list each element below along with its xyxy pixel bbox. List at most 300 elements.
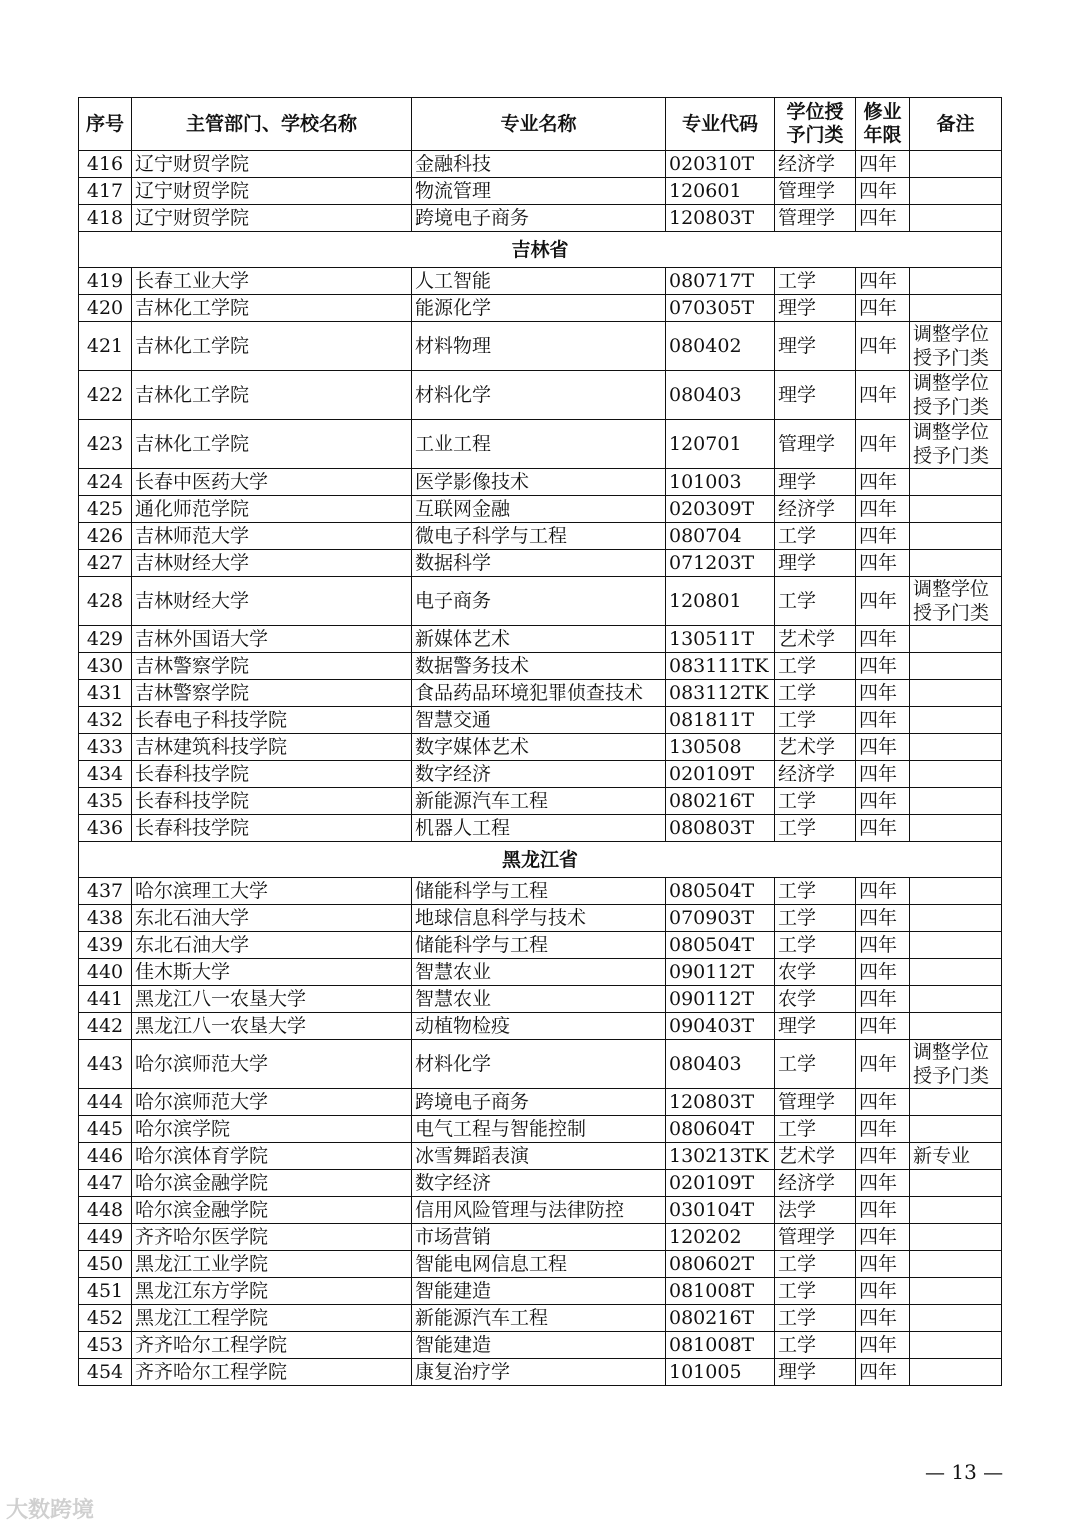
cell-major: 跨境电子商务 [412, 205, 666, 232]
cell-years: 四年 [856, 626, 910, 653]
cell-code: 070305T [666, 295, 775, 322]
cell-major: 微电子科学与工程 [412, 523, 666, 550]
cell-major: 储能科学与工程 [412, 878, 666, 905]
cell-school: 东北石油大学 [132, 932, 412, 959]
cell-seq: 429 [79, 626, 132, 653]
cell-note [910, 986, 1002, 1013]
cell-school: 哈尔滨体育学院 [132, 1143, 412, 1170]
cell-note [910, 1013, 1002, 1040]
header-note: 备注 [910, 98, 1002, 151]
table-row [79, 680, 1002, 707]
table-row [79, 205, 1002, 232]
cell-note [910, 496, 1002, 523]
cell-category: 工学 [775, 1040, 856, 1089]
cell-school: 黑龙江八一农垦大学 [132, 986, 412, 1013]
cell-category: 艺术学 [775, 734, 856, 761]
cell-seq: 417 [79, 178, 132, 205]
cell-school: 吉林化工学院 [132, 420, 412, 469]
cell-category: 经济学 [775, 151, 856, 178]
cell-category: 管理学 [775, 178, 856, 205]
cell-years: 四年 [856, 1359, 910, 1386]
cell-note [910, 734, 1002, 761]
cell-years: 四年 [856, 1116, 910, 1143]
cell-code: 080803T [666, 815, 775, 842]
cell-code: 080704 [666, 523, 775, 550]
cell-category: 理学 [775, 550, 856, 577]
cell-seq: 432 [79, 707, 132, 734]
cell-note [910, 707, 1002, 734]
table-row [79, 523, 1002, 550]
cell-school: 长春工业大学 [132, 268, 412, 295]
cell-years: 四年 [856, 295, 910, 322]
cell-category: 管理学 [775, 1224, 856, 1251]
table-row [79, 550, 1002, 577]
cell-code: 130511T [666, 626, 775, 653]
table-row [79, 878, 1002, 905]
table-row [79, 1116, 1002, 1143]
cell-seq: 418 [79, 205, 132, 232]
cell-school: 长春科技学院 [132, 761, 412, 788]
cell-note: 调整学位授予门类 [910, 371, 1002, 420]
cell-major: 智慧农业 [412, 959, 666, 986]
cell-category: 工学 [775, 707, 856, 734]
cell-major: 互联网金融 [412, 496, 666, 523]
header-major: 专业名称 [412, 98, 666, 151]
cell-school: 吉林财经大学 [132, 550, 412, 577]
cell-years: 四年 [856, 734, 910, 761]
cell-years: 四年 [856, 1089, 910, 1116]
cell-seq: 437 [79, 878, 132, 905]
cell-major: 数据科学 [412, 550, 666, 577]
cell-years: 四年 [856, 761, 910, 788]
cell-school: 哈尔滨师范大学 [132, 1089, 412, 1116]
cell-note: 调整学位授予门类 [910, 1040, 1002, 1089]
cell-code: 101005 [666, 1359, 775, 1386]
table-row [79, 734, 1002, 761]
cell-seq: 451 [79, 1278, 132, 1305]
cell-years: 四年 [856, 496, 910, 523]
table-row [79, 1278, 1002, 1305]
cell-major: 智能建造 [412, 1278, 666, 1305]
cell-school: 吉林师范大学 [132, 523, 412, 550]
cell-years: 四年 [856, 1197, 910, 1224]
cell-note [910, 550, 1002, 577]
cell-category: 工学 [775, 268, 856, 295]
cell-school: 长春科技学院 [132, 815, 412, 842]
cell-note [910, 1170, 1002, 1197]
cell-major: 新媒体艺术 [412, 626, 666, 653]
province-name: 吉林省 [79, 232, 1002, 268]
cell-years: 四年 [856, 1224, 910, 1251]
cell-major: 材料物理 [412, 322, 666, 371]
header-code: 专业代码 [666, 98, 775, 151]
cell-years: 四年 [856, 878, 910, 905]
cell-note [910, 959, 1002, 986]
cell-school: 哈尔滨金融学院 [132, 1197, 412, 1224]
watermark: 大数跨境 [6, 1498, 95, 1523]
cell-code: 080717T [666, 268, 775, 295]
table-row [79, 1170, 1002, 1197]
cell-code: 080216T [666, 1305, 775, 1332]
table-row [79, 653, 1002, 680]
cell-code: 070903T [666, 905, 775, 932]
cell-category: 管理学 [775, 1089, 856, 1116]
province-header-row [79, 232, 1002, 268]
cell-note [910, 1197, 1002, 1224]
cell-code: 080403 [666, 371, 775, 420]
cell-school: 吉林化工学院 [132, 371, 412, 420]
cell-seq: 435 [79, 788, 132, 815]
cell-code: 120202 [666, 1224, 775, 1251]
cell-major: 智能电网信息工程 [412, 1251, 666, 1278]
cell-category: 工学 [775, 878, 856, 905]
cell-major: 电气工程与智能控制 [412, 1116, 666, 1143]
cell-category: 工学 [775, 1116, 856, 1143]
cell-school: 通化师范学院 [132, 496, 412, 523]
cell-note [910, 626, 1002, 653]
table-row [79, 707, 1002, 734]
cell-major: 智慧农业 [412, 986, 666, 1013]
cell-code: 081008T [666, 1278, 775, 1305]
cell-category: 理学 [775, 1013, 856, 1040]
table-row [79, 788, 1002, 815]
header-seq: 序号 [79, 98, 132, 151]
cell-major: 工业工程 [412, 420, 666, 469]
table-row [79, 815, 1002, 842]
table-row [79, 1143, 1002, 1170]
table-row [79, 322, 1002, 371]
cell-years: 四年 [856, 1278, 910, 1305]
cell-code: 090112T [666, 959, 775, 986]
header-school: 主管部门、学校名称 [132, 98, 412, 151]
cell-code: 080602T [666, 1251, 775, 1278]
cell-seq: 421 [79, 322, 132, 371]
cell-category: 工学 [775, 577, 856, 626]
cell-category: 工学 [775, 905, 856, 932]
cell-major: 新能源汽车工程 [412, 788, 666, 815]
cell-category: 经济学 [775, 761, 856, 788]
cell-years: 四年 [856, 815, 910, 842]
cell-years: 四年 [856, 523, 910, 550]
cell-code: 083111TK [666, 653, 775, 680]
cell-seq: 439 [79, 932, 132, 959]
cell-seq: 450 [79, 1251, 132, 1278]
cell-seq: 442 [79, 1013, 132, 1040]
cell-category: 经济学 [775, 496, 856, 523]
cell-major: 医学影像技术 [412, 469, 666, 496]
cell-seq: 447 [79, 1170, 132, 1197]
cell-note [910, 1251, 1002, 1278]
cell-major: 市场营销 [412, 1224, 666, 1251]
cell-category: 管理学 [775, 205, 856, 232]
cell-code: 081811T [666, 707, 775, 734]
cell-category: 理学 [775, 1359, 856, 1386]
cell-school: 吉林警察学院 [132, 680, 412, 707]
cell-category: 工学 [775, 680, 856, 707]
cell-major: 地球信息科学与技术 [412, 905, 666, 932]
cell-code: 080504T [666, 932, 775, 959]
cell-note: 调整学位授予门类 [910, 577, 1002, 626]
table-row [79, 986, 1002, 1013]
cell-school: 齐齐哈尔工程学院 [132, 1332, 412, 1359]
cell-major: 数据警务技术 [412, 653, 666, 680]
table-row [79, 905, 1002, 932]
cell-note [910, 1359, 1002, 1386]
cell-note [910, 1089, 1002, 1116]
cell-code: 071203T [666, 550, 775, 577]
cell-major: 人工智能 [412, 268, 666, 295]
cell-seq: 428 [79, 577, 132, 626]
cell-major: 物流管理 [412, 178, 666, 205]
cell-school: 吉林警察学院 [132, 653, 412, 680]
cell-note [910, 653, 1002, 680]
cell-years: 四年 [856, 1170, 910, 1197]
cell-code: 083112TK [666, 680, 775, 707]
cell-school: 辽宁财贸学院 [132, 178, 412, 205]
cell-seq: 416 [79, 151, 132, 178]
cell-years: 四年 [856, 653, 910, 680]
cell-major: 数字经济 [412, 1170, 666, 1197]
cell-note [910, 1332, 1002, 1359]
cell-category: 工学 [775, 1278, 856, 1305]
cell-major: 康复治疗学 [412, 1359, 666, 1386]
cell-note [910, 1278, 1002, 1305]
cell-code: 020109T [666, 761, 775, 788]
cell-note [910, 205, 1002, 232]
cell-code: 090403T [666, 1013, 775, 1040]
cell-seq: 422 [79, 371, 132, 420]
table-row [79, 1305, 1002, 1332]
cell-note: 调整学位授予门类 [910, 322, 1002, 371]
cell-major: 金融科技 [412, 151, 666, 178]
cell-category: 工学 [775, 788, 856, 815]
table-row [79, 151, 1002, 178]
cell-seq: 434 [79, 761, 132, 788]
cell-major: 数字媒体艺术 [412, 734, 666, 761]
cell-note [910, 268, 1002, 295]
table-row [79, 178, 1002, 205]
table-row [79, 959, 1002, 986]
cell-school: 吉林外国语大学 [132, 626, 412, 653]
cell-years: 四年 [856, 1332, 910, 1359]
cell-years: 四年 [856, 959, 910, 986]
cell-school: 齐齐哈尔医学院 [132, 1224, 412, 1251]
cell-school: 黑龙江东方学院 [132, 1278, 412, 1305]
cell-code: 080403 [666, 1040, 775, 1089]
cell-category: 理学 [775, 371, 856, 420]
cell-seq: 438 [79, 905, 132, 932]
cell-years: 四年 [856, 680, 910, 707]
cell-seq: 445 [79, 1116, 132, 1143]
cell-note: 调整学位授予门类 [910, 420, 1002, 469]
cell-years: 四年 [856, 905, 910, 932]
cell-category: 艺术学 [775, 1143, 856, 1170]
cell-category: 艺术学 [775, 626, 856, 653]
page-number: — 13 — [925, 1460, 1004, 1484]
cell-seq: 444 [79, 1089, 132, 1116]
cell-category: 工学 [775, 653, 856, 680]
cell-code: 080604T [666, 1116, 775, 1143]
cell-category: 理学 [775, 322, 856, 371]
cell-code: 120803T [666, 205, 775, 232]
cell-category: 农学 [775, 986, 856, 1013]
cell-major: 信用风险管理与法律防控 [412, 1197, 666, 1224]
cell-major: 电子商务 [412, 577, 666, 626]
table-row [79, 1224, 1002, 1251]
table-row [79, 1089, 1002, 1116]
cell-category: 管理学 [775, 420, 856, 469]
cell-school: 黑龙江工程学院 [132, 1305, 412, 1332]
table-row [79, 626, 1002, 653]
cell-major: 冰雪舞蹈表演 [412, 1143, 666, 1170]
cell-school: 东北石油大学 [132, 905, 412, 932]
cell-major: 数字经济 [412, 761, 666, 788]
cell-category: 工学 [775, 932, 856, 959]
cell-seq: 426 [79, 523, 132, 550]
cell-seq: 446 [79, 1143, 132, 1170]
table-row [79, 1013, 1002, 1040]
cell-code: 120601 [666, 178, 775, 205]
cell-code: 081008T [666, 1332, 775, 1359]
cell-school: 吉林财经大学 [132, 577, 412, 626]
cell-seq: 453 [79, 1332, 132, 1359]
cell-category: 理学 [775, 295, 856, 322]
cell-school: 黑龙江工业学院 [132, 1251, 412, 1278]
cell-note [910, 1305, 1002, 1332]
cell-note [910, 1224, 1002, 1251]
cell-years: 四年 [856, 1251, 910, 1278]
cell-years: 四年 [856, 268, 910, 295]
cell-major: 材料化学 [412, 371, 666, 420]
cell-code: 080504T [666, 878, 775, 905]
table-row [79, 1359, 1002, 1386]
cell-major: 智能建造 [412, 1332, 666, 1359]
cell-years: 四年 [856, 322, 910, 371]
cell-category: 理学 [775, 469, 856, 496]
cell-school: 辽宁财贸学院 [132, 151, 412, 178]
header-category: 学位授予门类 [775, 98, 856, 151]
cell-code: 130213TK [666, 1143, 775, 1170]
cell-code: 020109T [666, 1170, 775, 1197]
cell-years: 四年 [856, 1305, 910, 1332]
cell-category: 农学 [775, 959, 856, 986]
cell-seq: 449 [79, 1224, 132, 1251]
cell-note [910, 469, 1002, 496]
cell-seq: 448 [79, 1197, 132, 1224]
cell-seq: 431 [79, 680, 132, 707]
table-row [79, 1040, 1002, 1089]
cell-note [910, 788, 1002, 815]
cell-category: 法学 [775, 1197, 856, 1224]
cell-years: 四年 [856, 469, 910, 496]
cell-years: 四年 [856, 420, 910, 469]
cell-note [910, 815, 1002, 842]
cell-seq: 430 [79, 653, 132, 680]
cell-school: 长春科技学院 [132, 788, 412, 815]
cell-code: 020310T [666, 151, 775, 178]
table-row [79, 1197, 1002, 1224]
cell-seq: 424 [79, 469, 132, 496]
cell-note [910, 878, 1002, 905]
table-row [79, 932, 1002, 959]
table-row [79, 469, 1002, 496]
cell-years: 四年 [856, 550, 910, 577]
cell-major: 能源化学 [412, 295, 666, 322]
cell-seq: 441 [79, 986, 132, 1013]
cell-major: 动植物检疫 [412, 1013, 666, 1040]
cell-category: 工学 [775, 815, 856, 842]
table-row [79, 1251, 1002, 1278]
cell-note [910, 905, 1002, 932]
cell-code: 120803T [666, 1089, 775, 1116]
cell-note: 新专业 [910, 1143, 1002, 1170]
cell-note [910, 761, 1002, 788]
table-row [79, 496, 1002, 523]
cell-category: 工学 [775, 523, 856, 550]
cell-seq: 433 [79, 734, 132, 761]
cell-seq: 425 [79, 496, 132, 523]
cell-code: 080402 [666, 322, 775, 371]
cell-code: 101003 [666, 469, 775, 496]
table-row [79, 761, 1002, 788]
cell-seq: 440 [79, 959, 132, 986]
cell-school: 齐齐哈尔工程学院 [132, 1359, 412, 1386]
cell-note [910, 680, 1002, 707]
cell-note [910, 151, 1002, 178]
cell-major: 材料化学 [412, 1040, 666, 1089]
cell-years: 四年 [856, 788, 910, 815]
cell-code: 080216T [666, 788, 775, 815]
cell-seq: 454 [79, 1359, 132, 1386]
cell-note [910, 523, 1002, 550]
cell-major: 智慧交通 [412, 707, 666, 734]
cell-years: 四年 [856, 371, 910, 420]
cell-code: 020309T [666, 496, 775, 523]
cell-note [910, 178, 1002, 205]
cell-code: 130508 [666, 734, 775, 761]
cell-major: 新能源汽车工程 [412, 1305, 666, 1332]
cell-major: 机器人工程 [412, 815, 666, 842]
cell-school: 佳木斯大学 [132, 959, 412, 986]
cell-code: 120701 [666, 420, 775, 469]
cell-category: 经济学 [775, 1170, 856, 1197]
cell-years: 四年 [856, 178, 910, 205]
cell-school: 哈尔滨师范大学 [132, 1040, 412, 1089]
cell-school: 长春电子科技学院 [132, 707, 412, 734]
cell-code: 030104T [666, 1197, 775, 1224]
cell-years: 四年 [856, 1013, 910, 1040]
cell-years: 四年 [856, 1143, 910, 1170]
cell-school: 吉林化工学院 [132, 322, 412, 371]
cell-seq: 419 [79, 268, 132, 295]
cell-years: 四年 [856, 986, 910, 1013]
header-years: 修业年限 [856, 98, 910, 151]
cell-years: 四年 [856, 707, 910, 734]
cell-seq: 443 [79, 1040, 132, 1089]
cell-seq: 423 [79, 420, 132, 469]
cell-school: 黑龙江八一农垦大学 [132, 1013, 412, 1040]
cell-major: 食品药品环境犯罪侦查技术 [412, 680, 666, 707]
cell-school: 哈尔滨理工大学 [132, 878, 412, 905]
cell-category: 工学 [775, 1251, 856, 1278]
table-row [79, 1332, 1002, 1359]
cell-code: 090112T [666, 986, 775, 1013]
cell-school: 哈尔滨金融学院 [132, 1170, 412, 1197]
cell-years: 四年 [856, 205, 910, 232]
table-header-row [79, 98, 1002, 151]
cell-school: 吉林化工学院 [132, 295, 412, 322]
cell-code: 120801 [666, 577, 775, 626]
